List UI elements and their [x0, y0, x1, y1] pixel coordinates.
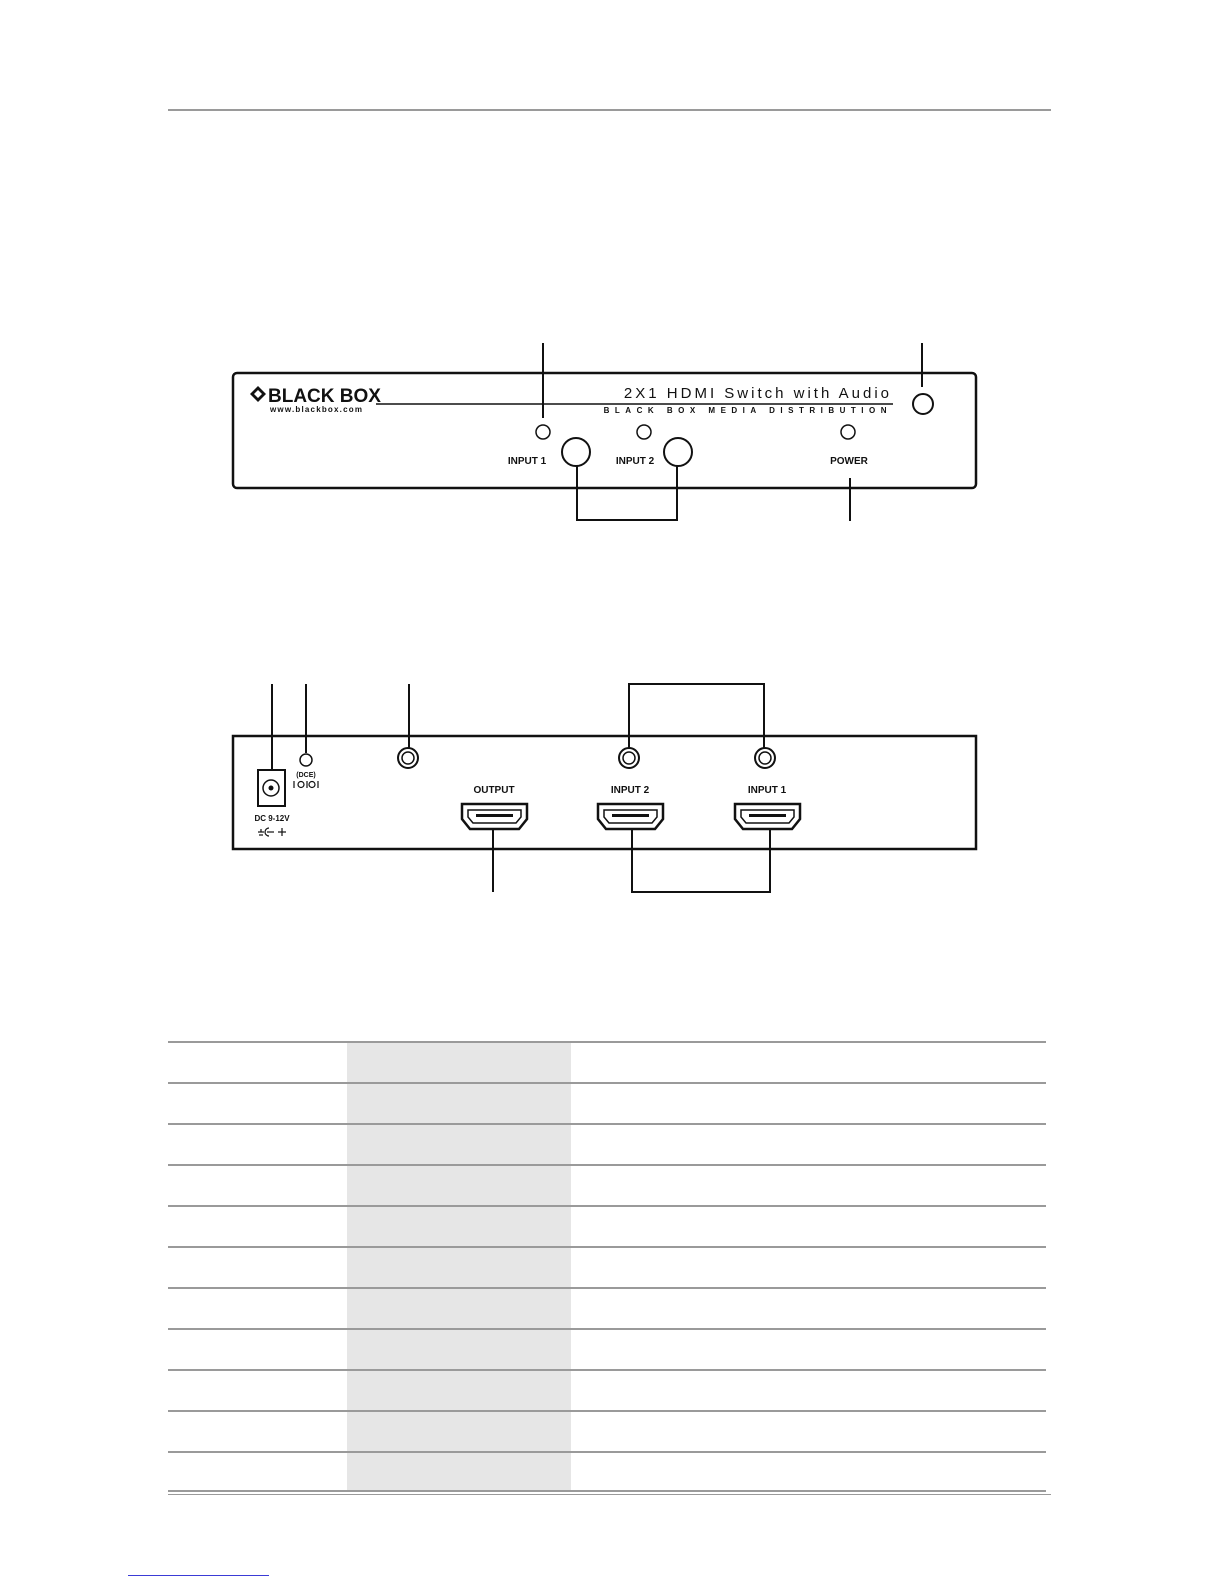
table-row — [168, 1082, 1046, 1123]
table-cell — [347, 1125, 571, 1164]
table-cell — [571, 1207, 1046, 1246]
bottom-rule — [168, 1494, 1051, 1495]
table-cell — [168, 1248, 347, 1287]
logo-url: www.blackbox.com — [270, 405, 364, 414]
front-callouts — [543, 343, 922, 521]
ir-sensor-icon — [913, 394, 933, 414]
table-cell — [347, 1289, 571, 1328]
dce-label: (DCE) — [296, 772, 316, 779]
table-row — [168, 1287, 1046, 1328]
back-panel-outline — [233, 736, 976, 849]
table-cell — [347, 1371, 571, 1410]
panel-subtitle: BLACK BOX MEDIA DISTRIBUTION — [603, 406, 892, 415]
table-cell — [347, 1166, 571, 1205]
table-cell — [168, 1207, 347, 1246]
table-cell — [347, 1043, 571, 1082]
table-cell — [168, 1289, 347, 1328]
table-cell — [347, 1084, 571, 1123]
table-cell — [571, 1125, 1046, 1164]
hdmi-input2-port-icon — [598, 804, 663, 829]
input2-label: INPUT 2 — [615, 456, 655, 467]
audio-in1-jack-icon — [755, 748, 775, 768]
table-cell — [571, 1289, 1046, 1328]
hdmi-input1-port-icon — [735, 804, 800, 829]
table-row — [168, 1451, 1046, 1492]
panel-title: 2X1 HDMI Switch with Audio — [623, 385, 892, 402]
table-row — [168, 1246, 1046, 1287]
specification-table — [168, 1041, 1046, 1492]
table-cell — [347, 1453, 571, 1490]
table-row — [168, 1123, 1046, 1164]
audio-in2-jack-icon — [619, 748, 639, 768]
table-cell — [347, 1412, 571, 1451]
table-cell — [347, 1248, 571, 1287]
black-box-logo-icon — [250, 386, 266, 402]
table-cell — [571, 1330, 1046, 1369]
table-row — [168, 1328, 1046, 1369]
dce-port-icon — [300, 754, 312, 766]
table-cell — [168, 1084, 347, 1123]
back-callouts — [272, 684, 770, 892]
table-cell — [571, 1084, 1046, 1123]
audio-out-jack-icon — [398, 748, 418, 768]
table-cell — [571, 1453, 1046, 1490]
table-cell — [571, 1371, 1046, 1410]
dc-polarity-icon — [258, 828, 286, 836]
input1-led-icon — [536, 425, 550, 439]
power-label: POWER — [830, 456, 868, 467]
input2-button — [664, 438, 692, 466]
table-cell — [168, 1330, 347, 1369]
table-row — [168, 1164, 1046, 1205]
table-cell — [168, 1371, 347, 1410]
table-row — [168, 1410, 1046, 1451]
table-cell — [168, 1125, 347, 1164]
output-label: OUTPUT — [473, 785, 515, 796]
table-cell — [168, 1453, 347, 1490]
front-panel — [233, 343, 976, 521]
input1-port-label: INPUT 1 — [747, 785, 787, 796]
back-panel — [233, 684, 976, 892]
input2-led-icon — [637, 425, 651, 439]
table-cell — [168, 1043, 347, 1082]
input1-label: INPUT 1 — [507, 456, 547, 467]
dce-pinout-icon — [294, 781, 318, 788]
dc-label: DC 9-12V — [254, 814, 290, 823]
hdmi-output-port-icon — [462, 804, 527, 829]
logo-text: BLACK BOX — [268, 386, 381, 407]
table-cell — [571, 1248, 1046, 1287]
power-led-icon — [841, 425, 855, 439]
table-cell — [347, 1207, 571, 1246]
input1-button — [562, 438, 590, 466]
dc-power-jack-icon — [258, 770, 285, 806]
table-cell — [168, 1412, 347, 1451]
table-cell — [347, 1330, 571, 1369]
table-row — [168, 1041, 1046, 1082]
table-row — [168, 1369, 1046, 1410]
input2-port-label: INPUT 2 — [610, 785, 650, 796]
table-cell — [571, 1043, 1046, 1082]
table-cell — [571, 1166, 1046, 1205]
footer-link-underline[interactable] — [128, 1575, 269, 1576]
table-cell — [571, 1412, 1046, 1451]
table-row — [168, 1205, 1046, 1246]
table-cell — [168, 1166, 347, 1205]
